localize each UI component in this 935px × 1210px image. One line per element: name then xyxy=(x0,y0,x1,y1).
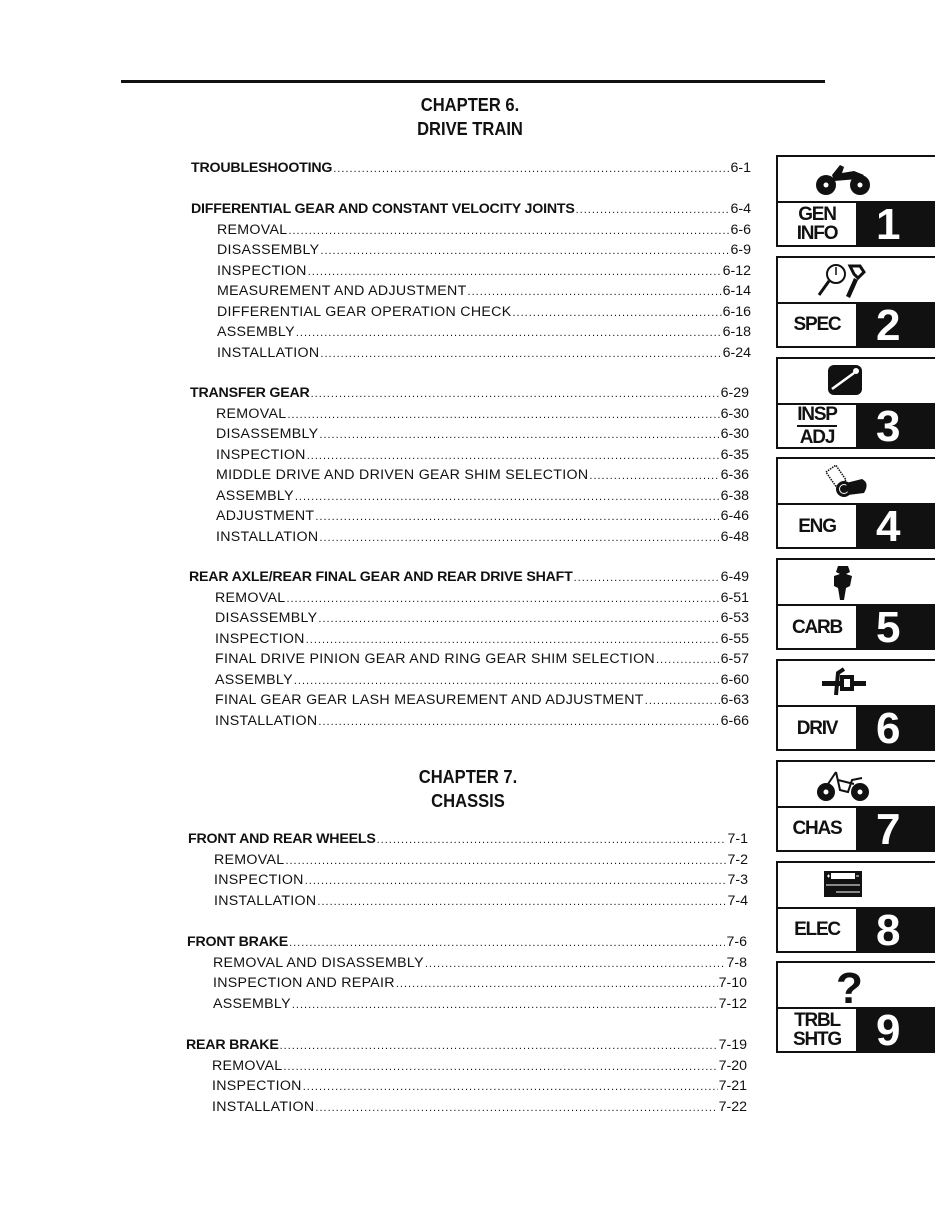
toc-entry-title: REMOVAL xyxy=(212,1057,283,1074)
toc-subsection-entry[interactable] xyxy=(186,1058,747,1079)
tab-icon-area xyxy=(778,359,935,405)
tab-number: 6 xyxy=(856,707,935,749)
tab-icon-area xyxy=(778,762,935,808)
dot-leader xyxy=(306,634,720,646)
chapter-tab-1[interactable] xyxy=(776,155,935,247)
chapter-tab-8[interactable] xyxy=(776,861,935,953)
toc-entry-title: REMOVAL xyxy=(214,851,285,868)
dot-leader xyxy=(307,450,720,462)
dot-leader xyxy=(292,999,718,1011)
toc-entry-page: 6-14 xyxy=(722,283,751,299)
toc-entry-title: REMOVAL xyxy=(216,405,287,422)
toc-entry-page: 6-12 xyxy=(722,262,751,279)
toc-subsection-entry[interactable] xyxy=(189,651,749,672)
toc-subsection-entry[interactable] xyxy=(191,345,751,366)
tab-icon-area xyxy=(778,459,935,505)
toc-subsection-entry[interactable] xyxy=(187,996,747,1017)
toc-section xyxy=(189,569,749,733)
toc-entry-page: 6-38 xyxy=(720,487,749,504)
tab-icon-area xyxy=(778,963,935,1009)
dot-leader xyxy=(305,875,727,887)
toc-entry-title: REAR AXLE/REAR FINAL GEAR AND REAR DRIVE SHAFT xyxy=(189,569,573,585)
toc-subsection-entry[interactable] xyxy=(190,488,749,509)
toc-entry-page: 7-8 xyxy=(726,954,747,971)
tab-label-line: SPEC xyxy=(793,314,841,336)
tab-label-line: ADJ xyxy=(799,426,835,448)
toc-entry-page: 6-49 xyxy=(720,569,749,585)
toc-subsection-entry[interactable] xyxy=(187,975,747,996)
toc-entry-title: INSTALLATION xyxy=(217,344,320,361)
toc-entry-page: 6-6 xyxy=(730,221,751,238)
chapter-tab-2[interactable] xyxy=(776,256,935,348)
tab-label xyxy=(778,909,856,951)
toc-entry-page: 7-21 xyxy=(718,1078,747,1094)
chapter-7-heading xyxy=(376,765,560,813)
dot-leader xyxy=(288,225,729,237)
toc-entry-title: FINAL GEAR GEAR LASH MEASUREMENT AND ADJUSTMENT xyxy=(215,692,644,708)
chapter-tab-5[interactable] xyxy=(776,558,935,653)
toc-entry-title: DIFFERENTIAL GEAR OPERATION CHECK xyxy=(217,303,512,320)
tab-label xyxy=(778,405,856,447)
dot-leader xyxy=(295,491,720,503)
toc-entry-title: INSTALLATION xyxy=(214,892,317,909)
toc-subsection-entry[interactable] xyxy=(189,713,749,734)
toc-subsection-entry[interactable] xyxy=(188,872,748,893)
toc-entry-page: 6-18 xyxy=(722,324,751,340)
toc-section xyxy=(188,831,748,913)
toc-entry-title: INSPECTION xyxy=(216,446,306,463)
toc-entry-title: DISASSEMBLY xyxy=(215,610,318,626)
toc-subsection-entry[interactable] xyxy=(191,242,751,263)
toc-entry-page: 6-51 xyxy=(720,589,749,606)
toc-entry-title: INSPECTION xyxy=(212,1078,302,1094)
dot-leader xyxy=(303,1081,718,1093)
tab-label xyxy=(778,304,856,346)
toc-entry-title: INSPECTION xyxy=(214,872,304,888)
toc-entry-title: ASSEMBLY xyxy=(216,487,294,504)
toc-entry-page: 6-55 xyxy=(720,630,749,647)
toc-entry-title: INSPECTION xyxy=(215,630,305,647)
tab-number: 3 xyxy=(856,405,935,447)
toc-entry-title: FRONT AND REAR WHEELS xyxy=(188,831,376,847)
dot-leader xyxy=(512,307,721,319)
tab-label xyxy=(778,203,856,245)
toc-subsection-entry[interactable] xyxy=(186,1078,747,1099)
toc-entry-title: INSTALLATION xyxy=(212,1098,315,1115)
toc-subsection-entry[interactable] xyxy=(187,955,747,976)
dot-leader xyxy=(311,388,720,400)
dot-leader xyxy=(396,978,718,990)
tab-icon-area xyxy=(778,258,935,304)
chapter-tab-3[interactable] xyxy=(776,357,935,449)
toc-entry-title: ADJUSTMENT xyxy=(216,508,315,524)
toc-section-entry[interactable] xyxy=(191,160,751,181)
toc-entry-title: ASSEMBLY xyxy=(213,995,291,1012)
toc-subsection-entry[interactable] xyxy=(189,610,749,631)
tab-label xyxy=(778,808,856,850)
toc-entry-title: REMOVAL xyxy=(215,589,286,606)
toc-subsection-entry[interactable] xyxy=(191,304,751,325)
toc-entry-page: 6-30 xyxy=(720,426,749,442)
dot-leader xyxy=(425,958,726,970)
toc-subsection-entry[interactable] xyxy=(191,324,751,345)
toc-section-entry[interactable] xyxy=(189,569,749,590)
toc-subsection-entry[interactable] xyxy=(188,893,748,914)
chapter-tab-6[interactable] xyxy=(776,659,935,751)
toc-entry-page: 6-1 xyxy=(730,160,751,176)
tab-label xyxy=(778,707,856,749)
tab-number: 9 xyxy=(856,1009,935,1051)
toc-section xyxy=(186,1037,747,1119)
toc-entry-title: FRONT BRAKE xyxy=(187,934,289,950)
toc-subsection-entry[interactable] xyxy=(191,263,751,284)
toc-entry-title: INSPECTION xyxy=(217,262,307,279)
toc-entry-title: DIFFERENTIAL GEAR AND CONSTANT VELOCITY JOINTS xyxy=(191,201,575,217)
toc-subsection-entry[interactable] xyxy=(191,283,751,304)
tab-label-line: ELEC xyxy=(794,919,840,941)
toc-entry-page: 6-24 xyxy=(722,344,751,361)
toc-entry-page: 7-6 xyxy=(726,934,747,950)
toc-subsection-entry[interactable] xyxy=(189,692,749,713)
dot-leader xyxy=(320,348,721,360)
tab-label-line: GEN xyxy=(798,204,836,225)
dot-leader xyxy=(283,1061,717,1073)
toc-entry-title: MIDDLE DRIVE AND DRIVEN GEAR SHIM SELECTION xyxy=(216,467,589,483)
tab-number: 7 xyxy=(856,808,935,850)
toc-entry-title: INSPECTION AND REPAIR xyxy=(213,975,395,991)
dot-leader xyxy=(656,654,720,666)
dot-leader xyxy=(574,572,720,584)
toc-entry-page: 7-1 xyxy=(727,831,748,847)
toc-section xyxy=(191,201,751,365)
dot-leader xyxy=(333,163,729,175)
tab-label xyxy=(778,1009,856,1051)
dot-leader xyxy=(576,204,730,216)
toc-entry-page: 6-4 xyxy=(730,201,751,217)
svg-text:?: ? xyxy=(836,967,863,1008)
tab-icon-area xyxy=(778,661,935,707)
toc-subsection-entry[interactable] xyxy=(190,467,749,488)
chapter-7-number: CHAPTER 7. xyxy=(418,767,518,787)
toc-entry-page: 6-9 xyxy=(730,242,751,258)
chapter-tab-9[interactable] xyxy=(776,961,935,1056)
header-rule xyxy=(121,80,825,83)
tab-icon-area xyxy=(778,863,935,909)
toc-subsection-entry[interactable] xyxy=(190,426,749,447)
tab-number: 5 xyxy=(856,606,935,648)
dot-leader xyxy=(319,429,719,441)
tab-label-line: CARB xyxy=(791,616,843,638)
toc-entry-page: 7-10 xyxy=(718,975,747,991)
dot-leader xyxy=(286,593,719,605)
toc-entry-page: 6-16 xyxy=(722,303,751,320)
dot-leader xyxy=(308,266,722,278)
toc-subsection-entry[interactable] xyxy=(190,529,749,550)
dot-leader xyxy=(645,695,720,707)
tab-icon-area xyxy=(778,157,935,203)
dot-leader xyxy=(320,245,729,257)
toc-entry-page: 6-63 xyxy=(720,692,749,708)
toc-entry-title: ASSEMBLY xyxy=(217,324,295,340)
dot-leader xyxy=(318,613,719,625)
toc-section-entry[interactable] xyxy=(186,1037,747,1058)
chapter-7-title: CHASSIS xyxy=(431,791,505,811)
toc-entry-page: 6-66 xyxy=(720,712,749,729)
tab-number: 2 xyxy=(856,304,935,346)
tab-number: 1 xyxy=(856,203,935,245)
toc-section-entry[interactable] xyxy=(191,201,751,222)
toc-subsection-entry[interactable] xyxy=(188,852,748,873)
dot-leader xyxy=(289,937,725,949)
tab-number: 4 xyxy=(856,505,935,547)
dot-leader xyxy=(296,327,722,339)
tab-label-line: CHAS xyxy=(792,818,842,840)
tab-label xyxy=(778,505,856,547)
toc-entry-page: 7-12 xyxy=(718,995,747,1012)
toc-section xyxy=(187,934,747,1016)
dot-leader xyxy=(287,409,719,421)
toc-entry-page: 6-53 xyxy=(720,610,749,626)
dot-leader xyxy=(318,716,719,728)
tab-label xyxy=(778,606,856,648)
toc-entry-title: DISASSEMBLY xyxy=(216,426,319,442)
toc-entry-title: INSTALLATION xyxy=(216,528,319,545)
dot-leader xyxy=(285,855,726,867)
toc-subsection-entry[interactable] xyxy=(189,631,749,652)
chapter-6-title: DRIVE TRAIN xyxy=(417,119,523,139)
toc-entry-page: 7-19 xyxy=(718,1037,747,1053)
toc-entry-title: REMOVAL AND DISASSEMBLY xyxy=(213,954,424,971)
tab-label-line: ENG xyxy=(798,515,836,537)
toc-entry-title: DISASSEMBLY xyxy=(217,242,320,258)
toc-entry-page: 6-48 xyxy=(720,528,749,545)
toc-entry-page: 7-2 xyxy=(727,851,748,868)
toc-entry-title: FINAL DRIVE PINION GEAR AND RING GEAR SHIM SELECTION xyxy=(215,651,655,667)
chapter-tab-7[interactable] xyxy=(776,760,935,852)
toc-section-entry[interactable] xyxy=(188,831,748,852)
toc-subsection-entry[interactable] xyxy=(191,222,751,243)
dot-leader xyxy=(294,675,720,687)
tab-label-line: INFO xyxy=(796,223,838,244)
dot-leader xyxy=(315,511,719,523)
tab-label-line: TRBL xyxy=(794,1010,840,1032)
dot-leader xyxy=(315,1102,717,1114)
toc-subsection-entry[interactable] xyxy=(190,447,749,468)
tab-label-line: SHTG xyxy=(793,1029,841,1051)
toc-entry-title: ASSEMBLY xyxy=(215,671,293,688)
toc-entry-page: 6-60 xyxy=(720,671,749,688)
toc-entry-page: 6-29 xyxy=(720,385,749,401)
toc-entry-page: 7-4 xyxy=(727,892,748,909)
toc-entry-page: 7-3 xyxy=(727,872,748,888)
toc-entry-page: 6-57 xyxy=(720,651,749,667)
tab-icon-area xyxy=(778,560,935,606)
toc-subsection-entry[interactable] xyxy=(186,1099,747,1120)
toc-subsection-entry[interactable] xyxy=(190,508,749,529)
toc-entry-page: 7-22 xyxy=(718,1098,747,1115)
toc-entry-page: 7-20 xyxy=(718,1057,747,1074)
tab-label-line: INSP xyxy=(797,403,837,425)
toc-entry-page: 6-35 xyxy=(720,446,749,463)
toc-subsection-entry[interactable] xyxy=(190,406,749,427)
toc-entry-title: MEASUREMENT AND ADJUSTMENT xyxy=(217,283,467,299)
toc-section-entry[interactable] xyxy=(187,934,747,955)
toc-entry-title: REMOVAL xyxy=(217,221,288,238)
toc-subsection-entry[interactable] xyxy=(189,590,749,611)
dot-leader xyxy=(589,470,719,482)
toc-entry-page: 6-36 xyxy=(720,467,749,483)
tab-number: 8 xyxy=(856,909,935,951)
chapter-tab-4[interactable] xyxy=(776,457,935,552)
dot-leader xyxy=(468,286,722,298)
toc-entry-title: INSTALLATION xyxy=(215,712,318,729)
toc-section xyxy=(191,160,751,181)
tab-label-line: DRIV xyxy=(796,717,838,739)
dot-leader xyxy=(319,532,719,544)
toc-section-entry[interactable] xyxy=(190,385,749,406)
toc-entry-title: TRANSFER GEAR xyxy=(190,385,310,401)
toc-entry-page: 6-46 xyxy=(720,508,749,524)
toc-entry-title: TROUBLESHOOTING xyxy=(191,160,333,176)
chapter-6-heading xyxy=(378,93,562,141)
chapter-6-number: CHAPTER 6. xyxy=(420,95,520,115)
toc-section xyxy=(190,385,749,549)
toc-entry-page: 6-30 xyxy=(720,405,749,422)
dot-leader xyxy=(377,834,727,846)
dot-leader xyxy=(280,1040,718,1052)
toc-subsection-entry[interactable] xyxy=(189,672,749,693)
dot-leader xyxy=(317,896,726,908)
toc-entry-title: REAR BRAKE xyxy=(186,1037,279,1053)
